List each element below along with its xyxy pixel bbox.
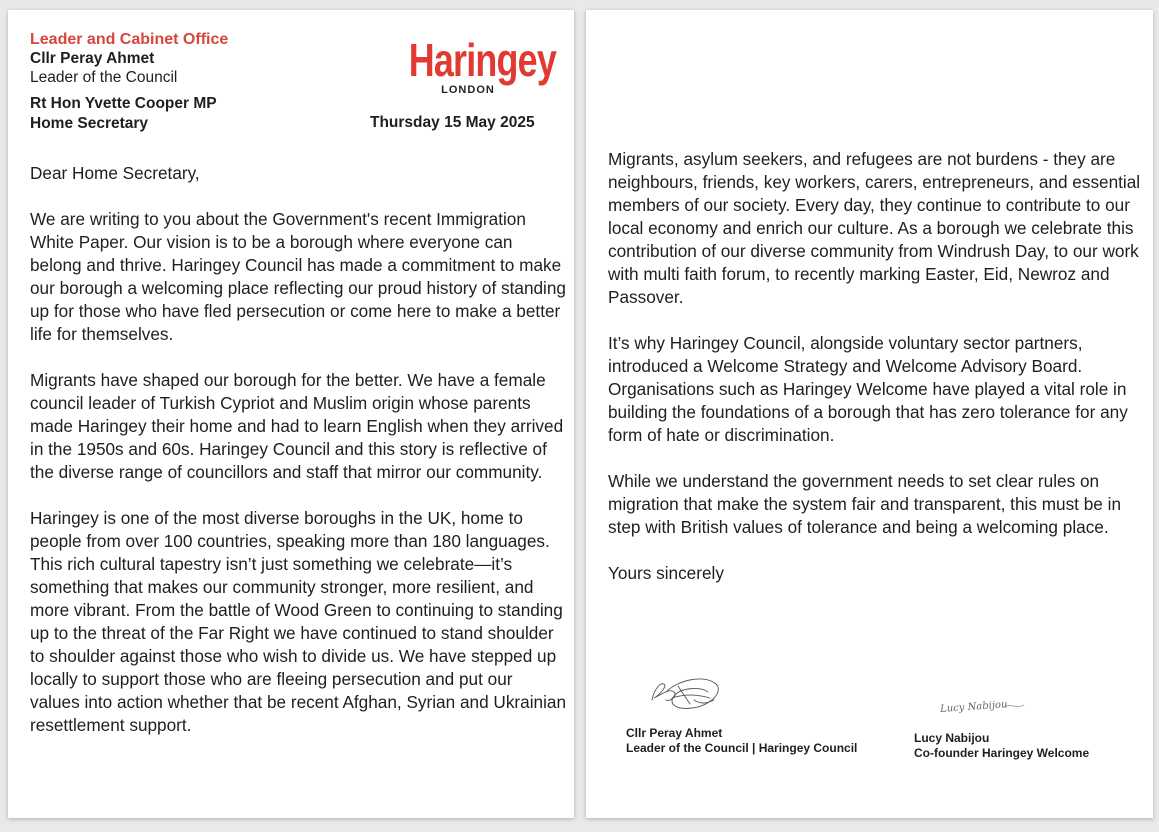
letter-body-page-2 — [608, 148, 1142, 608]
svg-text:Lucy Nabijou: Lucy Nabijou — [939, 699, 1008, 715]
recipient-name: Rt Hon Yvette Cooper MP — [30, 95, 217, 112]
paragraph: Migrants, asylum seekers, and refugees are not burdens - they are neighbours, friends, key workers, carers, entrepreneurs, and essential members of our society. Every day, they continue to contribute to our local economy and enrich our culture. As a borough we celebrate this contribution of our diverse community from Windrush Day, to our work with multi faith forum, to recently marking Easter, Eid, Newroz and Passover. — [608, 149, 1141, 307]
paragraph: We are writing to you about the Government's recent Immigration White Paper. Our vision is to be a borough where everyone can belong and thrive. Haringey Council has made a commitment to make our borough a welcoming place reflecting our proud history of standing up for those who have fled persecution or come here to make a better life for themselves. — [30, 209, 566, 344]
signatory-1-role: Leader of the Council | Haringey Council — [626, 741, 858, 755]
paragraph: Haringey is one of the most diverse boroughs in the UK, home to people from over 100 countries, speaking more than 180 languages. This rich cultural tapestry isn’t just something we celebrate—it’s something that makes our community stronger, more resilient, and more vibrant. From the battle of Wood Green to continuing to standing up to the threat of the Far Right we have continued to stand shoulder to shoulder against those who wish to divide us. We have stepped up locally to support those who are fleeing persecution and put our values into action whether that be recent Afghan, Syrian and Ukrainian resettlement support. — [30, 508, 567, 735]
office-name: Leader and Cabinet Office — [30, 31, 229, 48]
logo-subtitle: LONDON — [441, 84, 495, 96]
signatory-2-role: Co-founder Haringey Welcome — [914, 746, 1090, 760]
signatory-2-name: Lucy Nabijou — [914, 731, 990, 745]
paragraph: It’s why Haringey Council, alongside voluntary sector partners, introduced a Welcome Strategy and Welcome Advisory Board. Organisations such as Haringey Welcome have played a vital role in building the foundations of a borough that has zero tolerance for any form of hate or discrimination. — [608, 333, 1128, 445]
logo-wordmark: Haringey — [408, 34, 557, 86]
signature-ahmet-image — [644, 670, 724, 715]
salutation: Dear Home Secretary, — [30, 163, 200, 183]
sender-name: Cllr Peray Ahmet — [30, 50, 155, 67]
haringey-logo — [392, 34, 557, 100]
sender-role: Leader of the Council — [30, 69, 178, 86]
closing: Yours sincerely — [608, 563, 724, 583]
paragraph: While we understand the government needs to set clear rules on migration that make the system fair and transparent, this must be in step with British values of tolerance and being a welcoming place. — [608, 471, 1121, 537]
signatory-1-name: Cllr Peray Ahmet — [626, 726, 723, 740]
recipient-role: Home Secretary — [30, 115, 149, 132]
letter-page-2 — [586, 10, 1153, 818]
letter-date: Thursday 15 May 2025 — [370, 114, 535, 131]
signature-nabijou-image — [938, 693, 1028, 717]
letter-page-1 — [8, 10, 574, 818]
letter-body-page-1 — [30, 162, 566, 760]
paragraph: Migrants have shaped our borough for the better. We have a female council leader of Turkish Cypriot and Muslim origin whose parents made Haringey their home and had to learn English when they arrived in the 1950s and 60s. Haringey Council and this story is reflective of the diverse range of councillors and staff that mirror our community. — [30, 370, 564, 482]
